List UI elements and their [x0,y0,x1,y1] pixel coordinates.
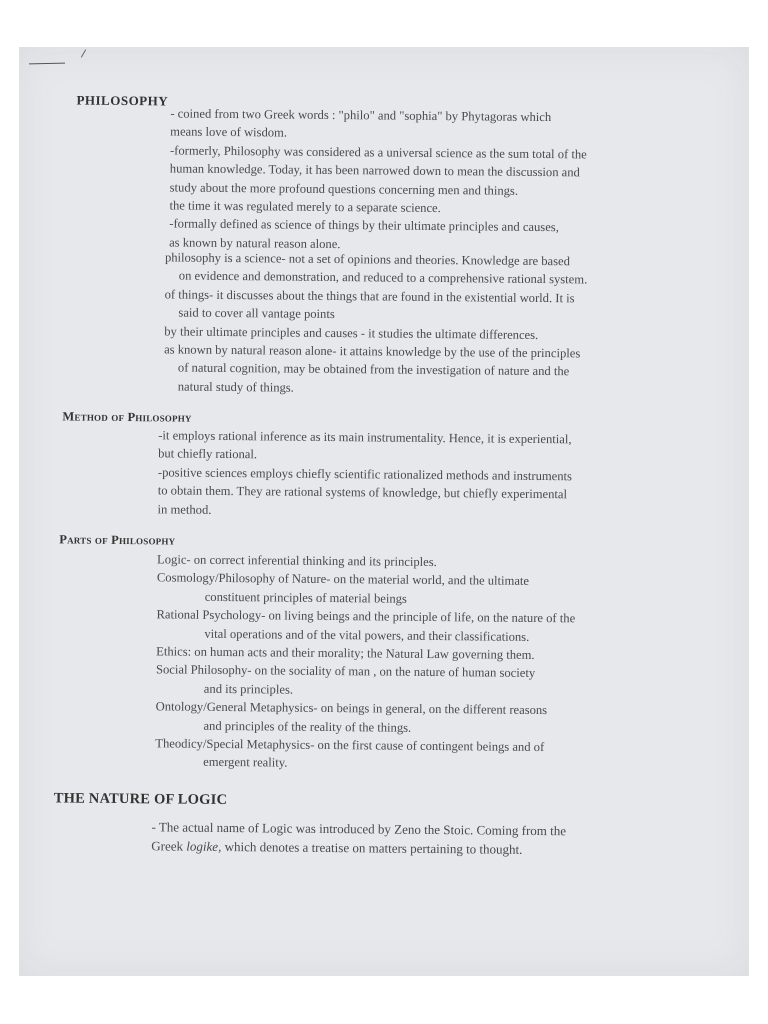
nature-of-logic-text [151,817,566,859]
list-item: Ontology/General Metaphysics- on beings in general, on the different reasons [155,699,548,718]
text-line: natural study of things. [177,379,294,395]
document-body [19,47,749,976]
heading-philosophy: PHILOSOPHY [76,92,169,109]
text-span: Greek [151,838,187,854]
method-of-philosophy-text [157,426,572,522]
text-line: human knowledge. Today, it has been narrowed down to mean the discussion and [169,161,580,180]
text-line: study about the more profound questions concerning men and things. [169,180,519,198]
text-line: of natural cognition, may be obtained from the investigation of nature and the [177,360,570,379]
text-line: - coined from two Greek words : "philo" and "sophia" by Phytagoras which [170,106,552,125]
text-line: -it employs rational inference as its main instrumentality. Hence, it is experiential, [158,428,572,447]
heading-method-of-philosophy: Method of Philosophy [62,409,192,425]
list-item: Ethics: on human acts and their morality; the Natural Law governing them. [156,644,535,663]
text-line: of things- it discusses about the things that are found in the existential world. It is [164,287,575,306]
text-line: to obtain them. They are rational systems of knowledge, but chiefly experimental [157,483,568,502]
list-item-continuation: and principles of the reality of the things. [203,718,412,735]
list-item: Rational Psychology- on living beings and the principle of life, on the nature of the [156,607,576,626]
text-line [151,836,566,859]
text-line: the time it was regulated merely to a separate science. [169,198,441,216]
list-item-continuation: and its principles. [203,681,294,697]
text-line: but chiefly rational. [158,446,258,462]
text-span: which denotes a treatise on matters pertaining to thought. [221,838,523,857]
heading-parts-of-philosophy: Parts of Philosophy [59,532,176,548]
scanned-page [19,47,749,976]
list-item: Logic- on correct inferential thinking and its principles. [157,552,437,570]
parts-of-philosophy-list [155,550,576,775]
text-line: - The actual name of Logic was introduced by Zeno the Stoic. Coming from the [151,819,567,839]
list-item-continuation: constituent principles of material beings [204,589,407,606]
list-item: Social Philosophy- on the sociality of man , on the nature of human society [155,662,536,681]
list-item-continuation: vital operations and of the vital powers, and their classifications. [204,626,530,644]
text-line: as known by natural reason alone- it attains knowledge by the use of the principles [164,342,581,361]
text-line: in method. [157,501,212,517]
text-line: by their ultimate principles and causes - it studies the ultimate differences. [164,324,539,342]
text-line: -formerly, Philosophy was considered as a universal science as the sum total of the [169,143,587,162]
text-line: philosophy is a science- not a set of opinions and theories. Knowledge are based [164,250,571,269]
greek-term: logike, [186,838,222,854]
philosophy-explanation [164,248,588,399]
text-line: -positive sciences employs chiefly scientific rationalized methods and instruments [157,465,573,484]
heading-nature-of-logic: THE NATURE OF LOGIC [53,790,228,809]
list-item-continuation: emergent reality. [203,755,288,771]
text-line: said to cover all vantage points [178,305,335,322]
text-line: as known by natural reason alone. [169,235,341,251]
list-item: Cosmology/Philosophy of Nature- on the material world, and the ultimate [156,570,530,589]
text-line: means love of wisdom. [170,124,288,140]
text-line: on evidence and demonstration, and reduced to a comprehensive rational system. [178,268,588,287]
list-item: Theodicy/Special Metaphysics- on the first cause of contingent beings and of [155,736,545,755]
philosophy-definition [169,104,587,255]
text-line: -formally defined as science of things by their ultimate principles and causes, [169,216,559,235]
